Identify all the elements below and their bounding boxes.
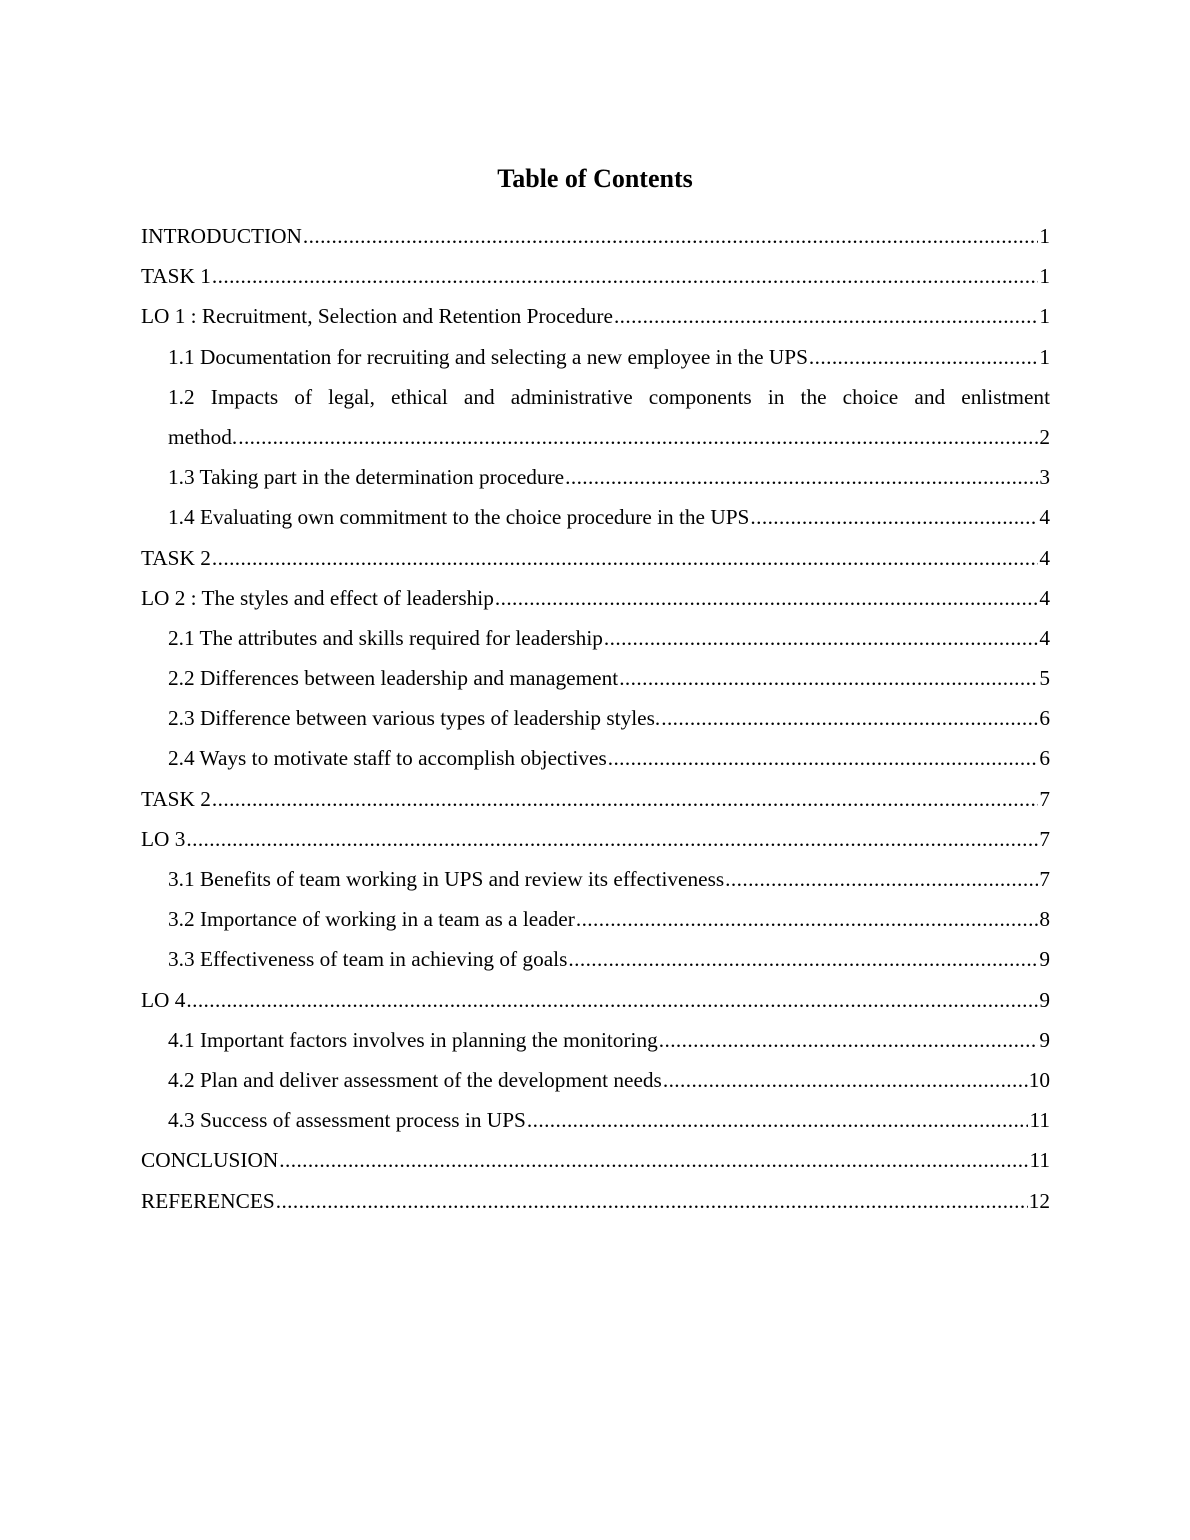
toc-entry-1-4[interactable]	[141, 497, 1050, 537]
toc-entry-page: 9	[1039, 987, 1050, 1012]
dot-leader	[276, 1181, 1028, 1221]
toc-entry-label: REFERENCES	[141, 1188, 275, 1213]
toc-entry-label: 4.2 Plan and deliver assessment of the development needs	[168, 1067, 662, 1092]
toc-entry-page: 1	[1039, 304, 1050, 329]
toc-entry-label: INTRODUCTION	[141, 224, 302, 248]
toc-entry-page: 7	[1039, 826, 1050, 851]
toc-entry-page: 4	[1039, 505, 1050, 530]
toc-entry-page: 11	[1029, 1148, 1050, 1173]
toc-entry-label-line2: method.	[168, 424, 238, 449]
toc-entry-2-3[interactable]	[141, 698, 1050, 738]
toc-entry-label: 4.3 Success of assessment process in UPS	[168, 1108, 526, 1133]
dot-leader	[186, 819, 1038, 859]
dot-leader	[576, 899, 1038, 939]
toc-entry-page: 9	[1039, 947, 1050, 972]
dot-leader	[238, 417, 1038, 457]
table-of-contents	[141, 216, 1050, 1221]
dot-leader	[568, 939, 1038, 979]
toc-entry-references[interactable]	[141, 1181, 1050, 1221]
toc-entry-page: 2	[1039, 424, 1050, 449]
toc-entry-label: 1.3 Taking part in the determination procedure	[168, 465, 565, 490]
toc-entry-label: 3.2 Importance of working in a team as a leader	[168, 907, 575, 932]
dot-leader	[565, 457, 1038, 497]
dot-leader	[303, 216, 1038, 256]
toc-entry-2-4[interactable]	[141, 738, 1050, 778]
toc-entry-page: 4	[1039, 585, 1050, 610]
dot-leader	[750, 497, 1038, 537]
toc-entry-label: 2.4 Ways to motivate staff to accomplish objectives	[168, 746, 607, 771]
toc-entry-page: 11	[1029, 1108, 1050, 1133]
toc-entry-page: 1	[1039, 344, 1050, 369]
toc-entry-1-1[interactable]	[141, 337, 1050, 377]
dot-leader	[186, 980, 1038, 1020]
toc-entry-page: 7	[1039, 786, 1050, 811]
toc-entry-label: 3.3 Effectiveness of team in achieving of goals	[168, 947, 568, 972]
toc-entry-page: 4	[1039, 545, 1050, 570]
toc-entry-lo-3[interactable]	[141, 819, 1050, 859]
toc-entry-label: 1.1 Documentation for recruiting and selecting a new employee in the UPS	[168, 344, 808, 369]
toc-entry-1-3[interactable]	[141, 457, 1050, 497]
dot-leader	[212, 779, 1038, 819]
toc-entry-label-line1: 1.2 Impacts of legal, ethical and administrative components in the choice and enlistment	[168, 384, 1050, 409]
toc-entry-task-2b[interactable]	[141, 779, 1050, 819]
toc-entry-label: 4.1 Important factors involves in planning the monitoring	[168, 1027, 658, 1052]
toc-entry-3-3[interactable]	[141, 939, 1050, 979]
dot-leader	[661, 698, 1038, 738]
toc-entry-3-1[interactable]	[141, 859, 1050, 899]
toc-entry-label: CONCLUSION	[141, 1148, 279, 1173]
toc-entry-page: 12	[1028, 1188, 1050, 1213]
dot-leader	[809, 337, 1038, 377]
dot-leader	[527, 1100, 1029, 1140]
dot-leader	[608, 738, 1039, 778]
dot-leader	[663, 1060, 1028, 1100]
dot-leader	[212, 538, 1038, 578]
dot-leader	[604, 618, 1038, 658]
toc-entry-page: 9	[1039, 1027, 1050, 1052]
toc-entry-lo-2[interactable]	[141, 578, 1050, 618]
toc-entry-page: 7	[1039, 867, 1050, 891]
toc-entry-page: 1	[1039, 224, 1050, 248]
toc-entry-label: 1.4 Evaluating own commitment to the choice procedure in the UPS	[168, 505, 750, 530]
toc-entry-3-2[interactable]	[141, 899, 1050, 939]
toc-entry-conclusion[interactable]	[141, 1140, 1050, 1180]
toc-entry-page: 4	[1039, 625, 1050, 650]
toc-entry-label: 3.1 Benefits of team working in UPS and review its effectiveness	[168, 867, 725, 891]
toc-entry-label: LO 2 : The styles and effect of leadership	[141, 585, 494, 610]
toc-entry-introduction[interactable]	[141, 216, 1050, 256]
toc-entry-label: 2.2 Differences between leadership and management	[168, 666, 619, 691]
toc-entry-label: TASK 1	[141, 264, 211, 289]
toc-entry-page: 8	[1039, 907, 1050, 932]
toc-entry-lo-1[interactable]	[141, 296, 1050, 336]
dot-leader	[279, 1140, 1028, 1180]
toc-entry-task-1[interactable]	[141, 256, 1050, 296]
toc-entry-page: 3	[1039, 465, 1050, 490]
toc-entry-page: 10	[1028, 1067, 1050, 1092]
dot-leader	[725, 859, 1038, 899]
toc-entry-page: 5	[1039, 666, 1050, 691]
toc-entry-4-3[interactable]	[141, 1100, 1050, 1140]
dot-leader	[614, 296, 1038, 336]
toc-entry-4-2[interactable]	[141, 1060, 1050, 1100]
page-title: Table of Contents	[497, 164, 693, 193]
toc-entry-task-2[interactable]	[141, 538, 1050, 578]
toc-entry-2-1[interactable]	[141, 618, 1050, 658]
toc-entry-4-1[interactable]	[141, 1020, 1050, 1060]
dot-leader	[495, 578, 1038, 618]
toc-entry-label: LO 4	[141, 987, 186, 1012]
toc-entry-lo-4[interactable]	[141, 980, 1050, 1020]
toc-entry-1-2[interactable]	[141, 377, 1050, 457]
toc-entry-page: 1	[1039, 264, 1050, 289]
toc-entry-label: 2.3 Difference between various types of leadership styles.	[168, 706, 661, 731]
dot-leader	[212, 256, 1038, 296]
toc-entry-label: TASK 2	[141, 545, 211, 570]
dot-leader	[659, 1020, 1039, 1060]
toc-entry-2-2[interactable]	[141, 658, 1050, 698]
toc-entry-page: 6	[1039, 746, 1050, 771]
toc-entry-label: 2.1 The attributes and skills required for leadership	[168, 625, 603, 650]
toc-entry-label: TASK 2	[141, 786, 211, 811]
toc-entry-label: LO 3	[141, 826, 186, 851]
toc-entry-label: LO 1 : Recruitment, Selection and Retention Procedure	[141, 304, 613, 329]
toc-entry-page: 6	[1039, 706, 1050, 731]
dot-leader	[619, 658, 1038, 698]
